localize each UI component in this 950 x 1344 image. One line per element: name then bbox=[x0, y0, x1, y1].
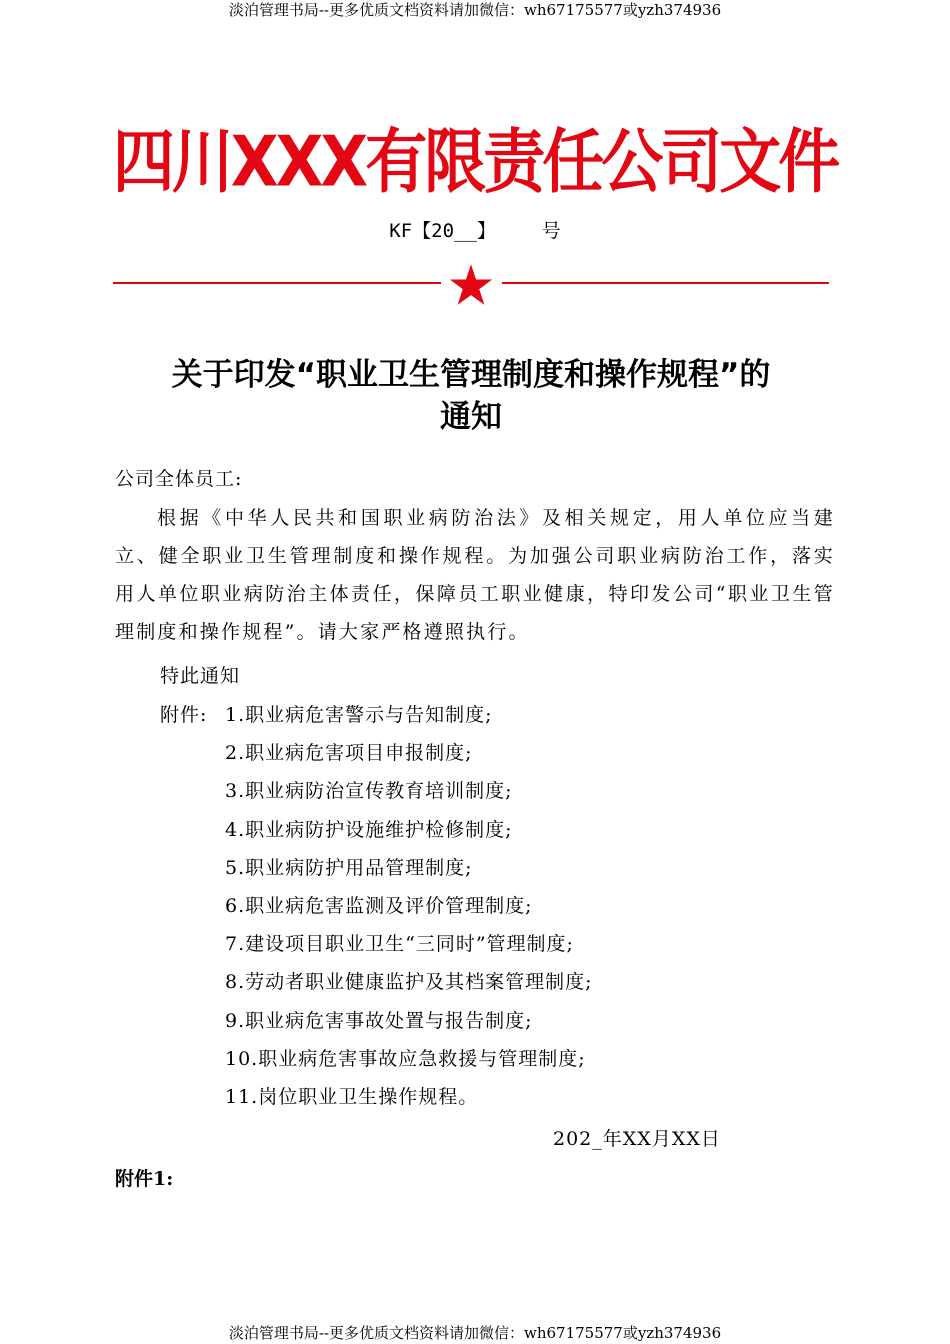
list-item: 2.职业病危害项目申报制度; bbox=[225, 742, 473, 765]
list-item: 8.劳动者职业健康监护及其档案管理制度; bbox=[225, 971, 593, 994]
list-item: 10.职业病危害事故应急救援与管理制度; bbox=[225, 1047, 586, 1070]
page-footer: 淡泊管理书局--更多优质文档资料请加微信：wh67175577或yzh374936 bbox=[228, 1324, 722, 1342]
divider-line-right bbox=[502, 282, 829, 284]
notice-title-line1: 关于印发“职业卫生管理制度和操作规程”的 bbox=[171, 357, 771, 393]
red-star-icon bbox=[448, 262, 494, 308]
attachments-label: 附件: bbox=[160, 704, 208, 726]
list-item: 1.职业病危害警示与告知制度; bbox=[225, 704, 493, 726]
list-item: 4.职业病防护设施维护检修制度; bbox=[225, 818, 513, 841]
body-paragraph: 根据《中华人民共和国职业病防治法》及相关规定，用人单位应当建立、健全职业卫生管理制度和操作规程。为加强公司职业病防治工作，落实用人单位职业病防治主体责任，保障员工职业健康，特印发公司“职业卫生管理制度和操作规程”。请大家严格遵照执行。 bbox=[115, 507, 835, 643]
page-header: 淡泊管理书局--更多优质文档资料请加微信：wh67175577或yzh374936 bbox=[228, 1, 722, 19]
list-item: 9.职业病危害事故处置与报告制度; bbox=[225, 1009, 533, 1032]
list-item: 7.建设项目职业卫生“三同时”管理制度; bbox=[225, 933, 574, 956]
notice-title bbox=[113, 354, 829, 438]
attachment-list bbox=[225, 696, 593, 1116]
notice-title-line2: 通知 bbox=[440, 399, 502, 435]
letterhead-title: 四川XXX有限责任公司文件 bbox=[112, 120, 838, 203]
salutation: 公司全体员工: bbox=[115, 468, 243, 490]
list-item: 6.职业病危害监测及评价管理制度; bbox=[225, 895, 533, 918]
divider-line-left bbox=[113, 282, 441, 284]
list-item: 3.职业病防治宣传教育培训制度; bbox=[225, 780, 513, 803]
closing-text: 特此通知 bbox=[160, 665, 241, 687]
list-item: 5.职业病防护用品管理制度; bbox=[225, 856, 473, 879]
appendix-label: 附件1: bbox=[115, 1168, 174, 1190]
list-item: 11.岗位职业卫生操作规程。 bbox=[225, 1086, 479, 1109]
document-number: KF【20__】 号 bbox=[389, 220, 561, 242]
issue-date: 202_年XX月XX日 bbox=[553, 1128, 721, 1150]
